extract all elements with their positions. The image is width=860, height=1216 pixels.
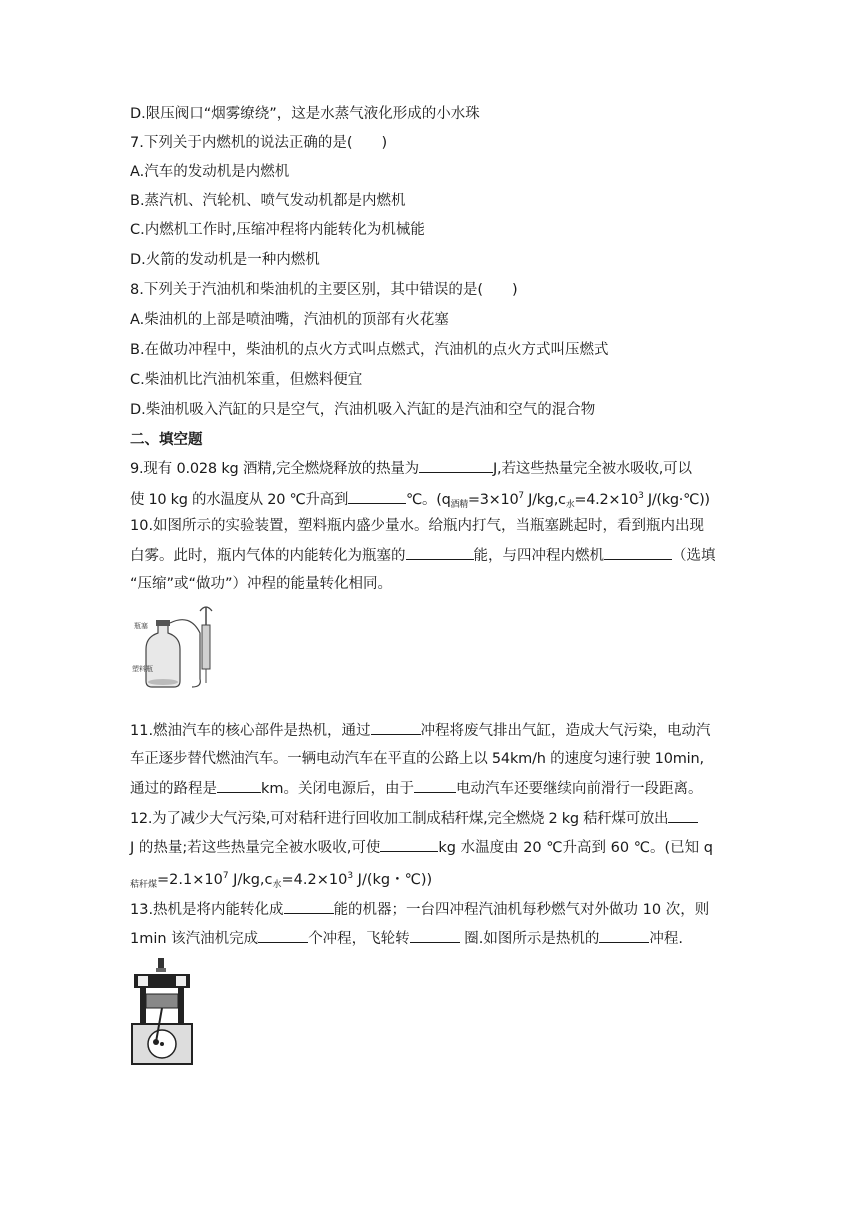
answer-blank[interactable] — [406, 545, 474, 560]
answer-blank[interactable] — [348, 489, 406, 504]
answer-blank[interactable] — [258, 928, 308, 943]
figure-label-stopper: 瓶塞 — [134, 622, 148, 630]
q11-line-1: 11.燃油汽车的核心部件是热机，通过 冲程将废气排出气缸，造成大气污染，电动汽 — [130, 720, 711, 741]
q8-option-c: C.柴油机比汽油机笨重，但燃料便宜 — [130, 372, 363, 388]
answer-blank[interactable] — [668, 808, 698, 823]
q9-line-2: 使 10 kg 的水温度从 20 ℃升高到 ℃。($q_{酒精}=3\times 10^7$ $J/kg,c_水=4.2\times 10^3$ J/(kg·℃)) — [130, 491, 710, 510]
q8-stem: 8.下列关于汽油机和柴油机的主要区别，其中错误的是( ) — [130, 282, 518, 298]
answer-blank[interactable] — [419, 458, 493, 473]
q9-line-1: 9.现有 0.028 kg 酒精,完全燃烧释放的热量为 J,若这些热量完全被水吸收,可以 — [130, 458, 692, 479]
q13-line-2: 1min 该汽油机完成 个冲程，飞轮转 圈.如图所示是热机的 冲程. — [130, 928, 683, 949]
q13-line-1: 13.热机是将内能转化成 能的机器；一台四冲程汽油机每秒燃气对外做功 10 次，则 — [130, 899, 709, 920]
section-heading-fill-in: 二、填空题 — [130, 432, 203, 448]
q7-option-d: D.火箭的发动机是一种内燃机 — [130, 252, 320, 268]
bottle-pump-figure — [130, 603, 230, 691]
q10-line-2: 白雾。此时，瓶内气体的内能转化为瓶塞的 能，与四冲程内燃机 （选填 — [130, 545, 716, 566]
q6-option-d: D.限压阀口“烟雾缭绕”，这是水蒸气液化形成的小水珠 — [130, 106, 480, 122]
q12-line-2: J 的热量;若这些热量完全被水吸收,可使 kg 水温度由 20 ℃升高到 60 ℃。(已知 q — [130, 837, 713, 858]
q11-line-2: 车正逐步替代燃油汽车。一辆电动汽车在平直的公路上以 54km/h 的速度匀速行驶 10min, — [130, 751, 704, 767]
answer-blank[interactable] — [217, 778, 261, 793]
q12-line-1: 12.为了减少大气污染,可对秸秆进行回收加工制成秸秆煤,完全燃烧 2 kg 秸秆煤可放出 — [130, 808, 698, 829]
answer-blank[interactable] — [371, 720, 421, 735]
figure-label-bottle: 塑料瓶 — [132, 665, 153, 673]
q7-option-a: A.汽车的发动机是内燃机 — [130, 164, 290, 180]
answer-blank[interactable] — [599, 928, 649, 943]
q7-option-b: B.蒸汽机、汽轮机、喷气发动机都是内燃机 — [130, 193, 406, 209]
answer-blank[interactable] — [414, 778, 456, 793]
q10-line-3: “压缩”或“做功”）冲程的能量转化相同。 — [130, 576, 393, 592]
answer-blank[interactable] — [380, 837, 438, 852]
q10-line-1: 10.如图所示的实验装置，塑料瓶内盛少量水。给瓶内打气，当瓶塞跳起时，看到瓶内出现 — [130, 518, 705, 534]
engine-cylinder-figure — [130, 956, 194, 1066]
q8-option-b: B.在做功冲程中，柴油机的点火方式叫点燃式，汽油机的点火方式叫压燃式 — [130, 342, 609, 358]
q12-line-3: $_{秸秆煤}=2.1\times 10^7$ $J/kg,c_水=4.2\times 10^3$ J/(kg・℃)) — [130, 871, 433, 890]
q11-line-3: 通过的路程是 km。关闭电源后，由于 电动汽车还要继续向前滑行一段距离。 — [130, 778, 703, 799]
answer-blank[interactable] — [604, 545, 672, 560]
q8-option-d: D.柴油机吸入汽缸的只是空气，汽油机吸入汽缸的是汽油和空气的混合物 — [130, 402, 596, 418]
answer-blank[interactable] — [284, 899, 334, 914]
answer-blank[interactable] — [410, 928, 460, 943]
q7-stem: 7.下列关于内燃机的说法正确的是( ) — [130, 135, 388, 151]
q8-option-a: A.柴油机的上部是喷油嘴，汽油机的顶部有火花塞 — [130, 312, 449, 328]
q7-option-c: C.内燃机工作时,压缩冲程将内能转化为机械能 — [130, 222, 425, 238]
